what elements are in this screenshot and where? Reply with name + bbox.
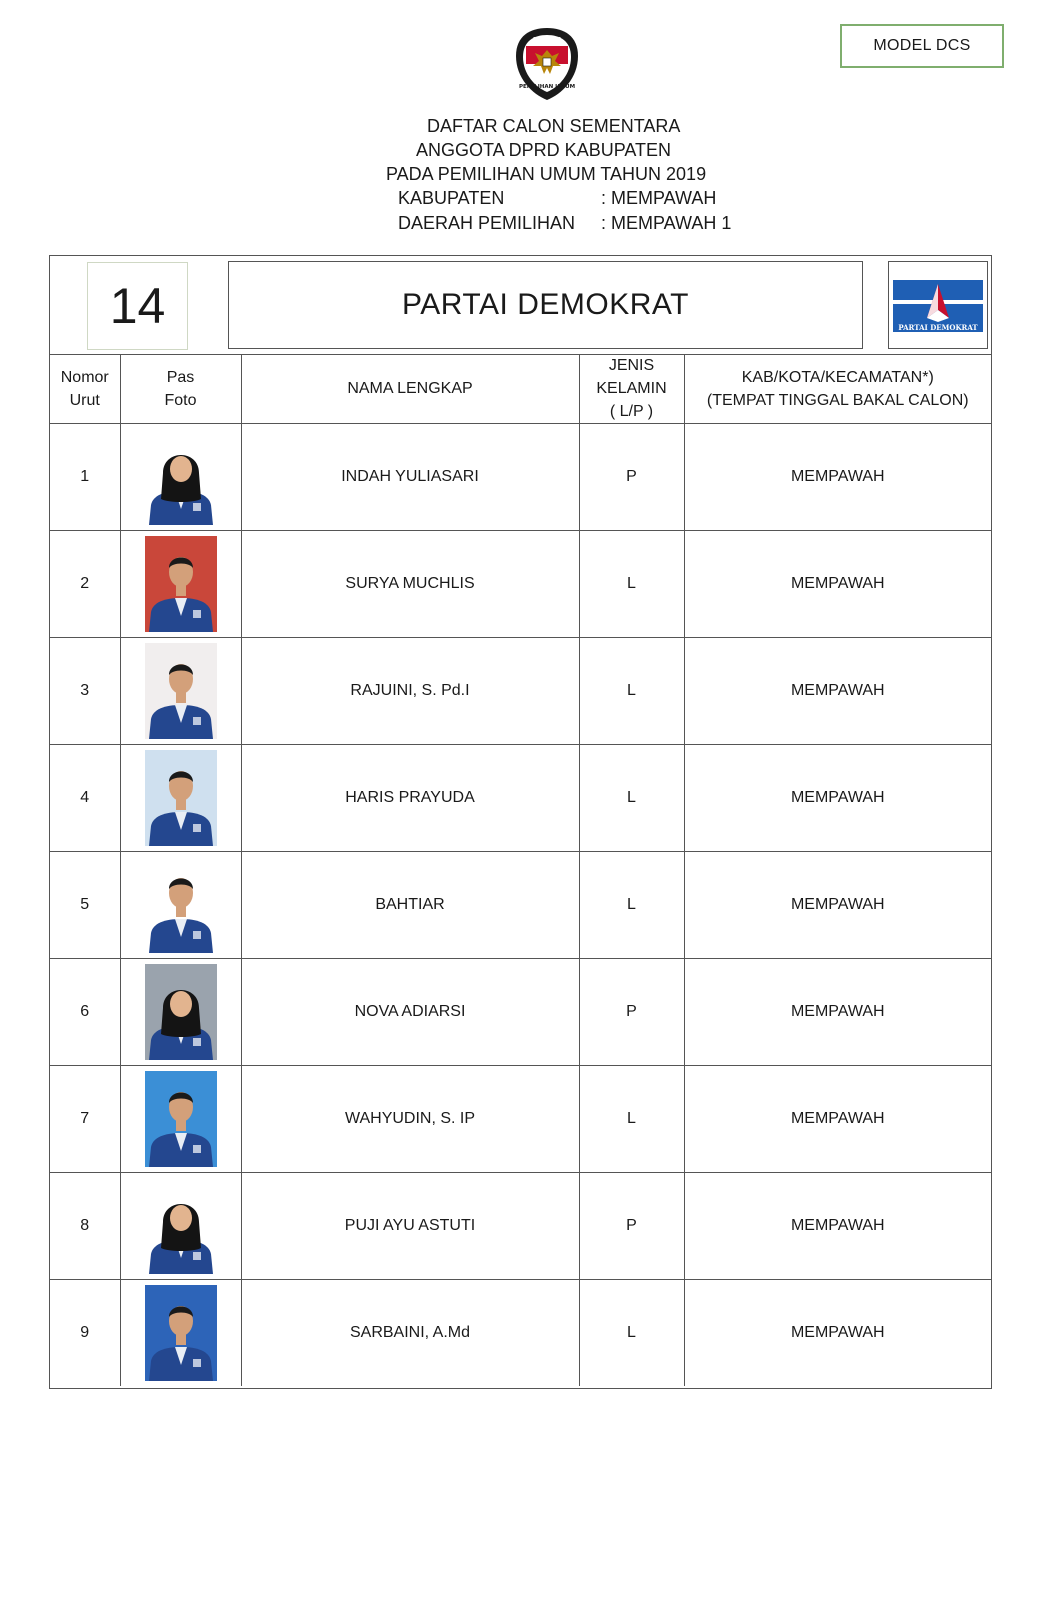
candidate-photo-icon xyxy=(145,750,217,846)
candidate-residence: MEMPAWAH xyxy=(684,1173,991,1280)
candidate-photo xyxy=(120,1280,241,1387)
candidate-gender: L xyxy=(579,638,684,745)
candidate-photo-icon xyxy=(145,964,217,1060)
col-tempat-tinggal: KAB/KOTA/KECAMATAN*) (TEMPAT TINGGAL BAKAL CALON) xyxy=(684,354,991,424)
candidate-gender: L xyxy=(579,1280,684,1387)
candidate-name: SARBAINI, A.Md xyxy=(241,1280,579,1387)
table-row xyxy=(50,1280,991,1387)
candidate-photo xyxy=(120,959,241,1066)
candidate-residence: MEMPAWAH xyxy=(684,424,991,531)
table-row xyxy=(50,424,991,531)
kpu-emblem-icon xyxy=(512,26,582,102)
candidate-photo xyxy=(120,638,241,745)
candidate-photo-icon xyxy=(145,1178,217,1274)
candidate-number: 5 xyxy=(50,852,120,959)
partai-demokrat-logo-icon xyxy=(888,261,988,349)
candidate-residence: MEMPAWAH xyxy=(684,1066,991,1173)
candidate-number: 2 xyxy=(50,531,120,638)
table-row xyxy=(50,531,991,638)
dapil-label: DAERAH PEMILIHAN xyxy=(398,213,576,233)
candidate-gender: L xyxy=(579,852,684,959)
col-nomor-urut: Nomor Urut xyxy=(50,354,120,424)
table-row xyxy=(50,638,991,745)
dapil-value: : MEMPAWAH 1 xyxy=(601,213,732,233)
candidate-name: PUJI AYU ASTUTI xyxy=(241,1173,579,1280)
party-number: 14 xyxy=(87,262,188,350)
candidate-gender: L xyxy=(579,531,684,638)
candidate-name: SURYA MUCHLIS xyxy=(241,531,579,638)
emblem-bottom-text: PEMILIHAN UMUM xyxy=(518,84,576,90)
candidate-photo-icon xyxy=(145,1285,217,1381)
candidate-name: BAHTIAR xyxy=(241,852,579,959)
candidate-photo-icon xyxy=(145,643,217,739)
header-line-3: PADA PEMILIHAN UMUM TAHUN 2019 xyxy=(386,164,707,184)
table-row xyxy=(50,1173,991,1280)
header-line-1: DAFTAR CALON SEMENTARA xyxy=(427,116,681,136)
candidate-gender: L xyxy=(579,1066,684,1173)
candidate-photo xyxy=(120,852,241,959)
candidate-name: NOVA ADIARSI xyxy=(241,959,579,1066)
table-row xyxy=(50,745,991,852)
party-name: PARTAI DEMOKRAT xyxy=(228,261,863,349)
column-header-row xyxy=(50,354,991,424)
candidate-gender: P xyxy=(579,1173,684,1280)
table-row xyxy=(50,959,991,1066)
candidate-gender: P xyxy=(579,424,684,531)
table-row xyxy=(50,1066,991,1173)
col-nama-lengkap: NAMA LENGKAP xyxy=(241,354,579,424)
party-header-row xyxy=(50,256,991,355)
header-line-2: ANGGOTA DPRD KABUPATEN xyxy=(416,140,672,160)
candidate-table xyxy=(49,255,992,1389)
kabupaten-value: : MEMPAWAH xyxy=(601,188,717,208)
kabupaten-label: KABUPATEN xyxy=(398,188,505,208)
candidate-photo-icon xyxy=(145,857,217,953)
candidate-photo-icon xyxy=(145,429,217,525)
candidate-name: INDAH YULIASARI xyxy=(241,424,579,531)
candidate-photo-icon xyxy=(145,536,217,632)
candidate-photo xyxy=(120,531,241,638)
candidate-photo xyxy=(120,745,241,852)
candidate-grid xyxy=(50,354,991,1386)
candidate-gender: P xyxy=(579,959,684,1066)
candidate-residence: MEMPAWAH xyxy=(684,1280,991,1387)
candidate-number: 7 xyxy=(50,1066,120,1173)
candidate-number: 1 xyxy=(50,424,120,531)
candidate-residence: MEMPAWAH xyxy=(684,852,991,959)
candidate-number: 3 xyxy=(50,638,120,745)
candidate-number: 6 xyxy=(50,959,120,1066)
candidate-number: 9 xyxy=(50,1280,120,1387)
candidate-residence: MEMPAWAH xyxy=(684,638,991,745)
emblem-top-text: KOMISI xyxy=(532,36,562,44)
candidate-photo xyxy=(120,424,241,531)
candidate-number: 8 xyxy=(50,1173,120,1280)
candidate-photo xyxy=(120,1173,241,1280)
candidate-number: 4 xyxy=(50,745,120,852)
candidate-residence: MEMPAWAH xyxy=(684,745,991,852)
candidate-residence: MEMPAWAH xyxy=(684,531,991,638)
candidate-gender: L xyxy=(579,745,684,852)
candidate-photo-icon xyxy=(145,1071,217,1167)
candidate-name: WAHYUDIN, S. IP xyxy=(241,1066,579,1173)
candidate-name: RAJUINI, S. Pd.I xyxy=(241,638,579,745)
candidate-residence: MEMPAWAH xyxy=(684,959,991,1066)
col-pas-foto: Pas Foto xyxy=(120,354,241,424)
table-row xyxy=(50,852,991,959)
model-label: MODEL DCS xyxy=(840,24,1004,68)
col-jenis-kelamin: JENIS KELAMIN ( L/P ) xyxy=(579,354,684,424)
party-logo-text: PARTAI DEMOKRAT xyxy=(898,323,978,332)
candidate-photo xyxy=(120,1066,241,1173)
candidate-name: HARIS PRAYUDA xyxy=(241,745,579,852)
